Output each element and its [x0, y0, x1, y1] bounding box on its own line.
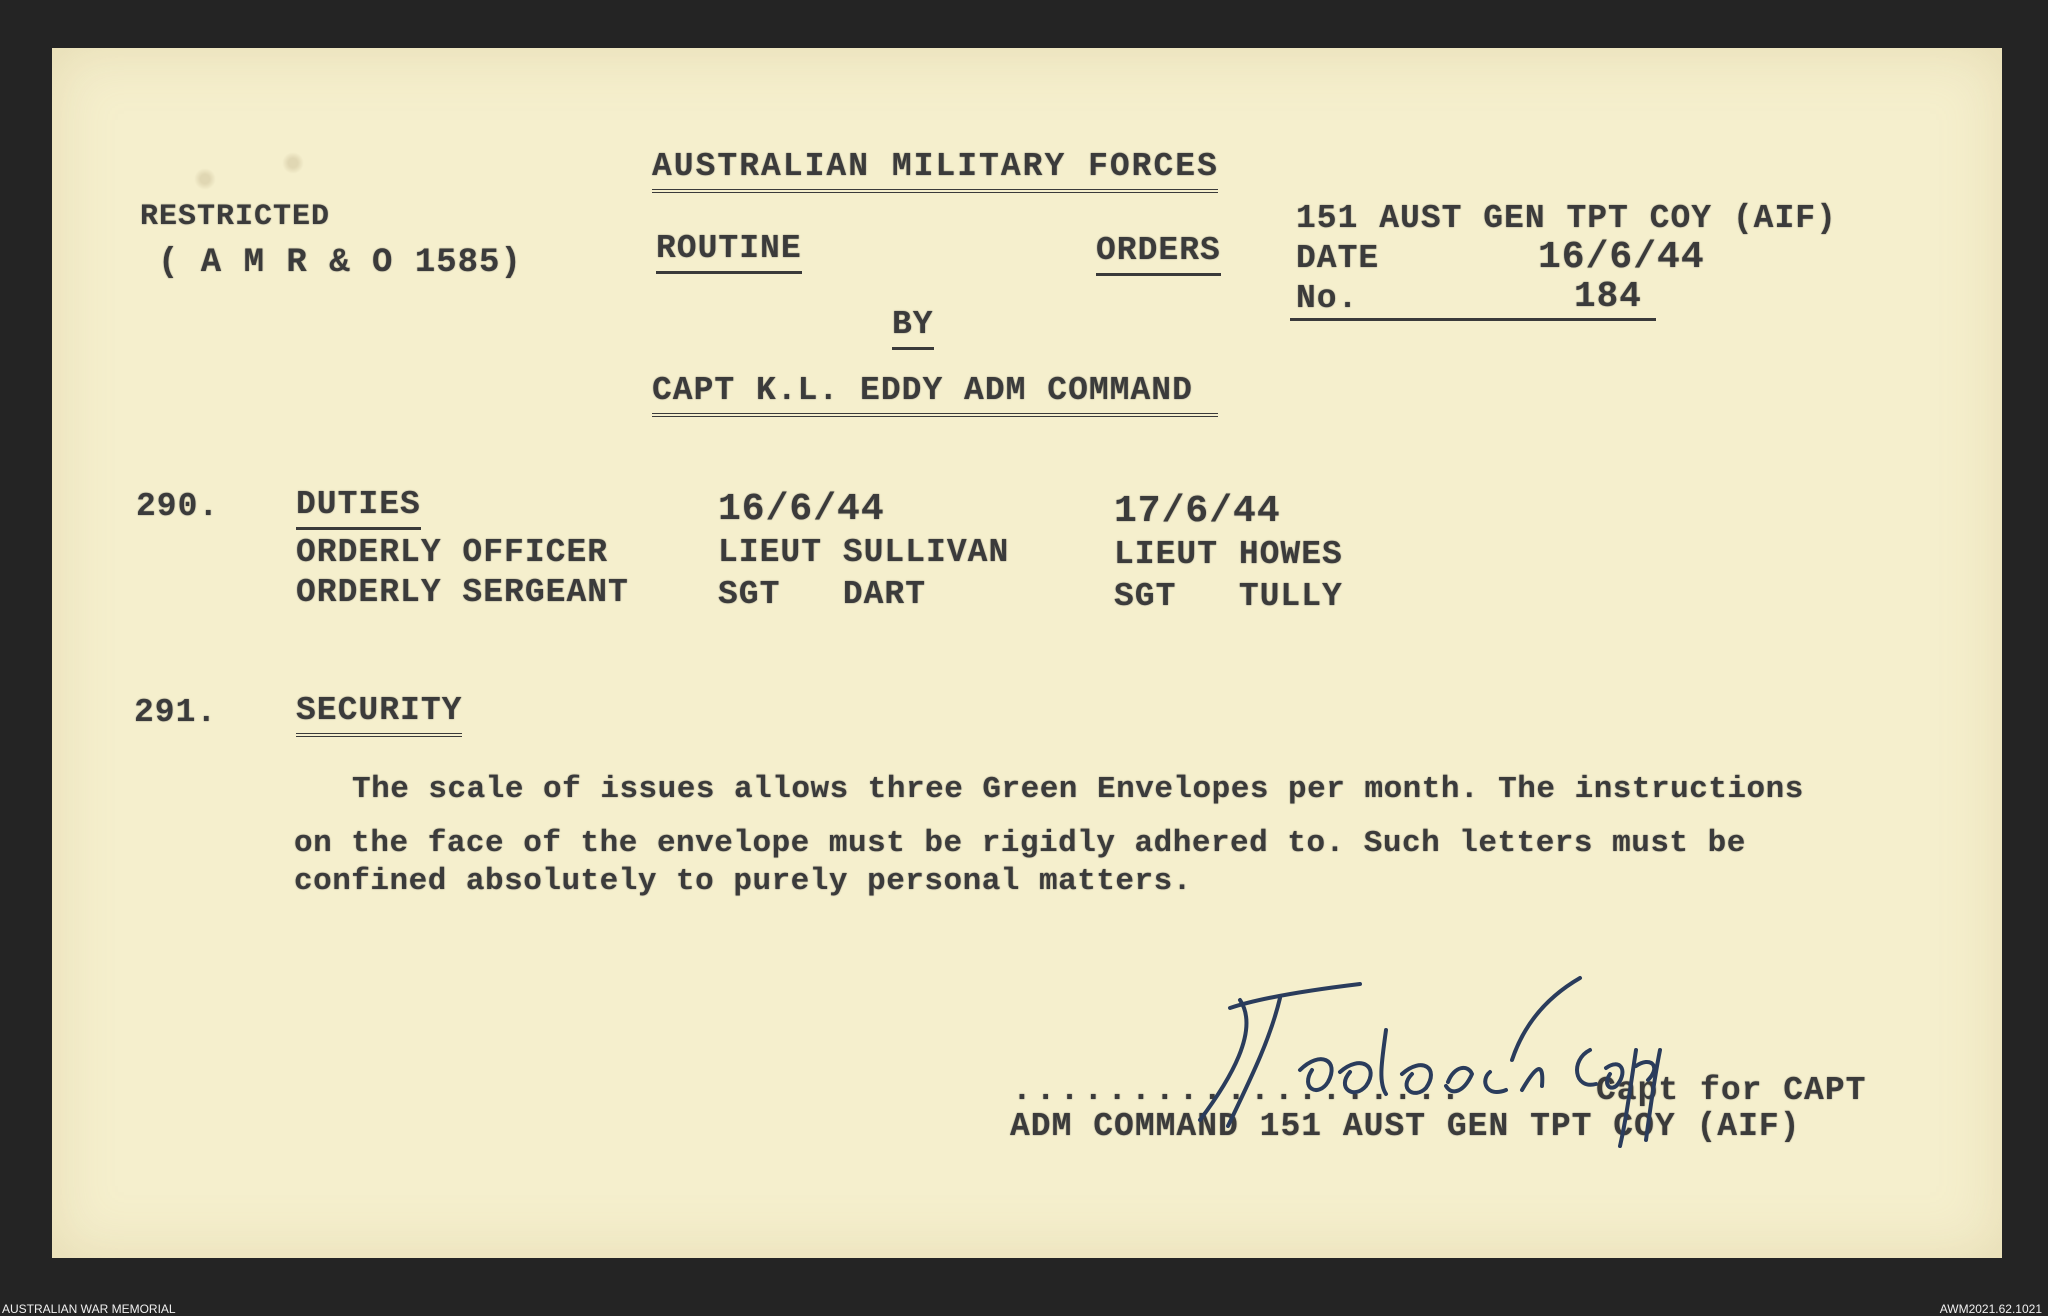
number-value: 184	[1574, 276, 1642, 317]
security-title: SECURITY	[296, 692, 462, 737]
unit-name: 151 AUST GEN TPT COY (AIF)	[1296, 200, 1837, 237]
routine-label: ROUTINE	[656, 230, 802, 274]
staple-hole	[194, 168, 216, 190]
archive-reference: AWM2021.62.1021	[1939, 1302, 2042, 1316]
duty-date-1: 16/6/44	[718, 488, 885, 531]
duty-day1-name: SGT DART	[718, 576, 927, 613]
duty-role: ORDERLY SERGEANT	[296, 574, 629, 611]
signoff-unit-line: ADM COMMAND 151 AUST GEN TPT COY (AIF)	[1010, 1108, 1801, 1145]
duty-day1-name: LIEUT SULLIVAN	[718, 534, 1010, 571]
number-label: No.	[1296, 280, 1359, 317]
orders-label: ORDERS	[1096, 232, 1221, 276]
amr-reference: ( A M R & O 1585)	[158, 244, 522, 282]
archive-credit: AUSTRALIAN WAR MEMORIAL	[2, 1302, 176, 1316]
paragraph-line: confined absolutely to purely personal matters.	[294, 864, 1192, 899]
duty-date-2: 17/6/44	[1114, 490, 1281, 533]
number-underline	[1290, 318, 1656, 321]
signature-dots: ...................	[1012, 1072, 1465, 1109]
duty-day2-name: LIEUT HOWES	[1114, 536, 1343, 573]
handwritten-signature	[1150, 970, 1710, 1150]
item-number-290: 290.	[136, 488, 220, 525]
item-number-291: 291.	[134, 694, 218, 731]
restricted-label: RESTRICTED	[140, 200, 331, 234]
commander-line: CAPT K.L. EDDY ADM COMMAND	[652, 372, 1218, 417]
paragraph-line: The scale of issues allows three Green Envelopes per month. The instructions	[352, 772, 1804, 807]
date-value: 16/6/44	[1538, 236, 1705, 279]
duty-role: ORDERLY OFFICER	[296, 534, 609, 571]
staple-hole	[282, 152, 304, 174]
by-label: BY	[892, 306, 934, 350]
paragraph-line: on the face of the envelope must be rigidly adhered to. Such letters must be	[294, 826, 1746, 861]
date-label: DATE	[1296, 240, 1380, 277]
duties-title: DUTIES	[296, 486, 421, 530]
duty-day2-name: SGT TULLY	[1114, 578, 1343, 615]
capt-for-line: Capt for CAPT	[1596, 1072, 1867, 1109]
document-title: AUSTRALIAN MILITARY FORCES	[652, 148, 1218, 193]
